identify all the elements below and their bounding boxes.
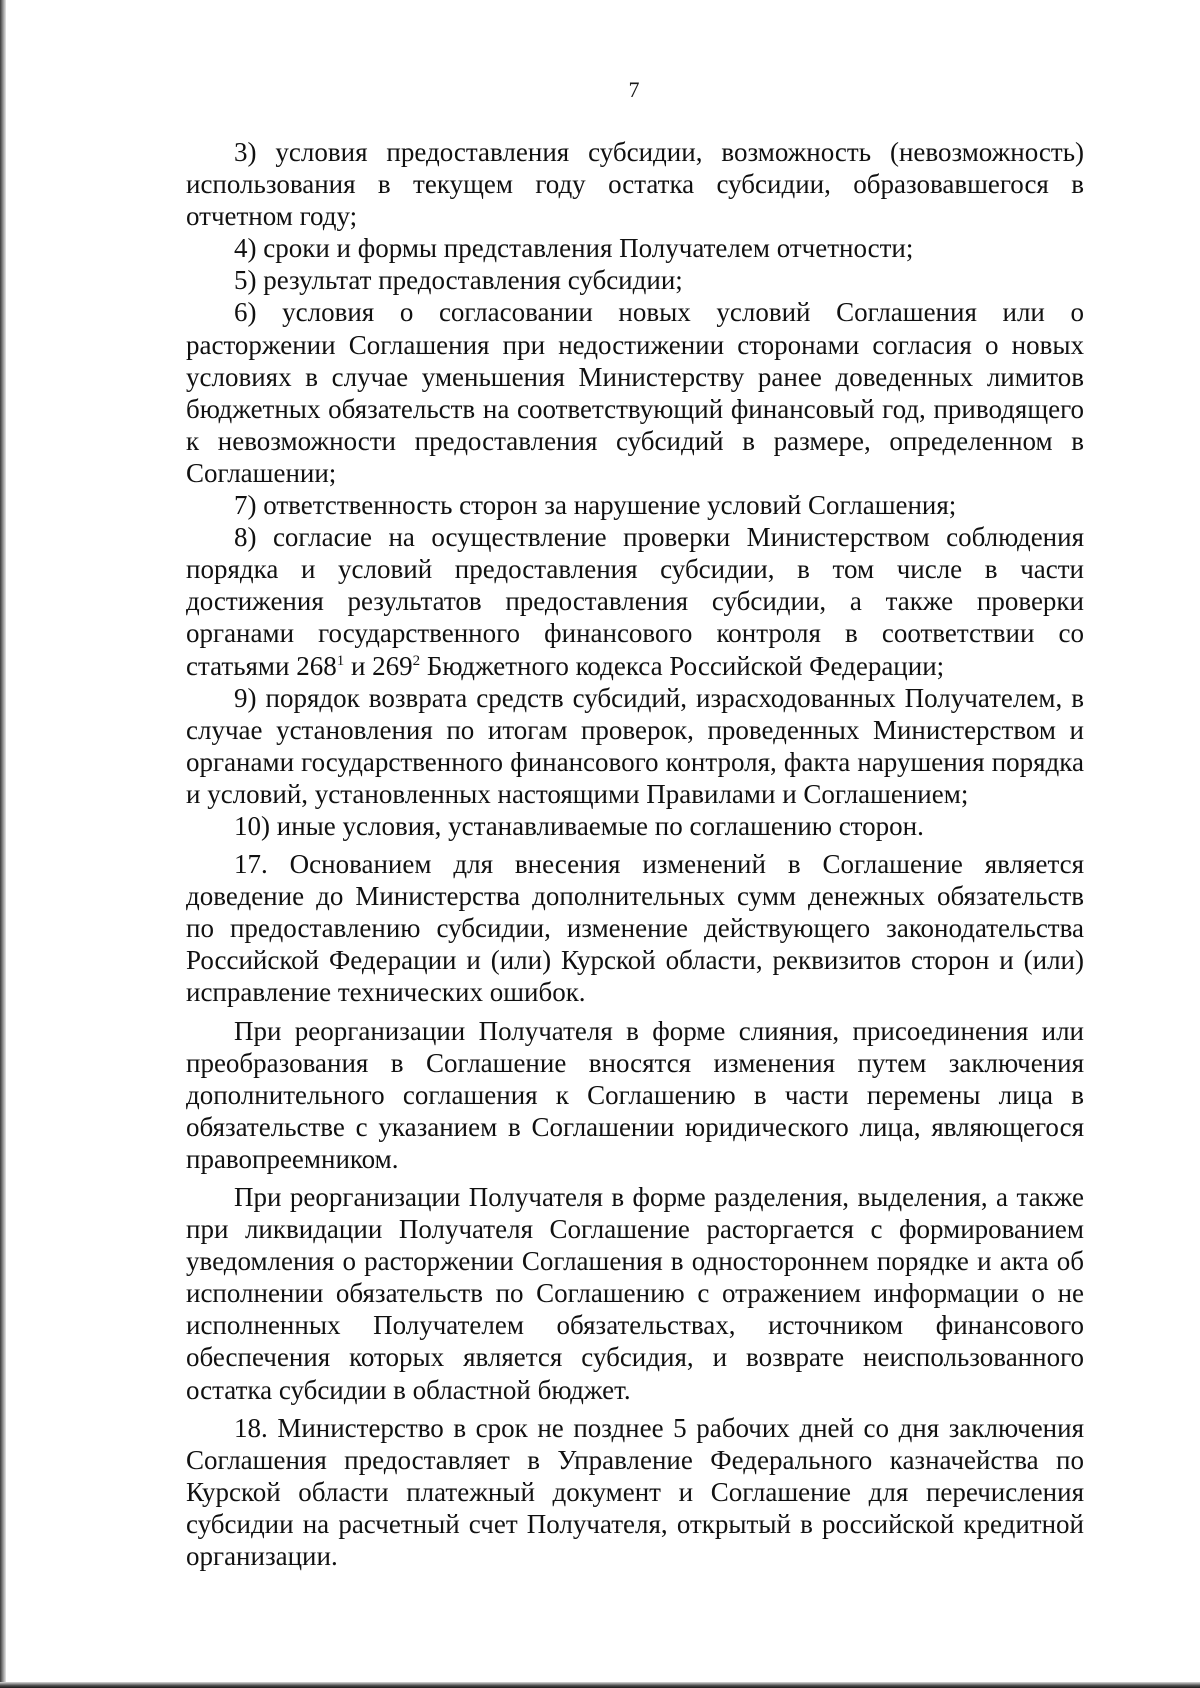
footnote-superscript-2: 2 — [412, 652, 421, 669]
paragraph-clause-18: 18. Министерство в срок не позднее 5 рабочих дней со дня заключения Соглашения предоставляет в Управление Федерального казначейства по Курской области платежный документ и Соглашение для перечисления субсидии на расчетный счет Получателя, открытый в российской кредитной организации. — [186, 1412, 1084, 1572]
paragraph-reorganization-division: При реорганизации Получателя в форме разделения, выделения, а также при ликвидации Получателя Соглашение расторгается с формированием уведомления о расторжении Соглашения в одностороннем порядке и акта об исполнении обязательств по Соглашению с отражением информации о не исполненных Получателем обязательствах, источником финансового обеспечения которых является субсидия, и возврате неиспользованного остатка субсидии в областной бюджет. — [186, 1182, 1084, 1405]
paragraph-reorganization-merger: При реорганизации Получателя в форме слияния, присоединения или преобразования в Соглашение вносятся изменения путем заключения дополнительного соглашения к Соглашению в части перемены лица в обязательстве с указанием в Соглашении юридического лица, являющегося правопреемником. — [186, 1015, 1084, 1174]
paragraph-item-8-text-1: 8) согласие на осуществление проверки Министерством соблюдения порядка и условий предоставления субсидии, в том числе в части достижения результатов предоставления субсидии, а также проверки органами государственного финансового контроля в соответствии со статьями 268 — [186, 522, 1084, 681]
paragraph-item-4: 4) сроки и формы представления Получателем отчетности; — [234, 233, 914, 264]
paragraph-item-7: 7) ответственность сторон за нарушение условий Соглашения; — [234, 490, 957, 521]
paragraph-item-3: 3) условия предоставления субсидии, возможность (невозможность) использования в текущем году остатка субсидии, образовавшегося в отчетном году; — [186, 137, 1084, 232]
paragraph-item-8-text-2: и 269 — [344, 650, 413, 681]
paragraph-item-10: 10) иные условия, устанавливаемые по соглашению сторон. — [234, 810, 924, 841]
scan-edge-left — [0, 0, 6, 1688]
scan-edge-bottom — [0, 1682, 1200, 1688]
paragraph-item-8 — [186, 521, 1084, 681]
paragraph-item-5: 5) результат предоставления субсидии; — [234, 265, 683, 296]
paragraph-item-9: 9) порядок возврата средств субсидий, израсходованных Получателем, в случае установления по итогам проверок, проведенных Министерством и органами государственного финансового контроля, факта нарушения порядка и условий, установленных настоящими Правилами и Соглашением; — [186, 682, 1084, 809]
paragraph-item-8-text-3: Бюджетного кодекса Российской Федерации; — [420, 650, 945, 681]
footnote-superscript-1: 1 — [336, 652, 345, 669]
paragraph-item-6: 6) условия о согласовании новых условий Соглашения или о расторжении Соглашения при недостижении сторонами согласия о новых условиях в случае уменьшения Министерству ранее доведенных лимитов бюджетных обязательств на соответствующий финансовый год, приводящего к невозможности предоставления субсидий в размере, определенном в Соглашении; — [186, 297, 1084, 488]
paragraph-clause-17: 17. Основанием для внесения изменений в Соглашение является доведение до Министерства дополнительных сумм денежных обязательств по предоставлению субсидии, изменение действующего законодательства Российской Федерации и (или) Курской области, реквизитов сторон и (или) исправление технических ошибок. — [186, 849, 1084, 1008]
document-body — [186, 136, 1084, 1572]
page-number: 7 — [628, 77, 640, 102]
